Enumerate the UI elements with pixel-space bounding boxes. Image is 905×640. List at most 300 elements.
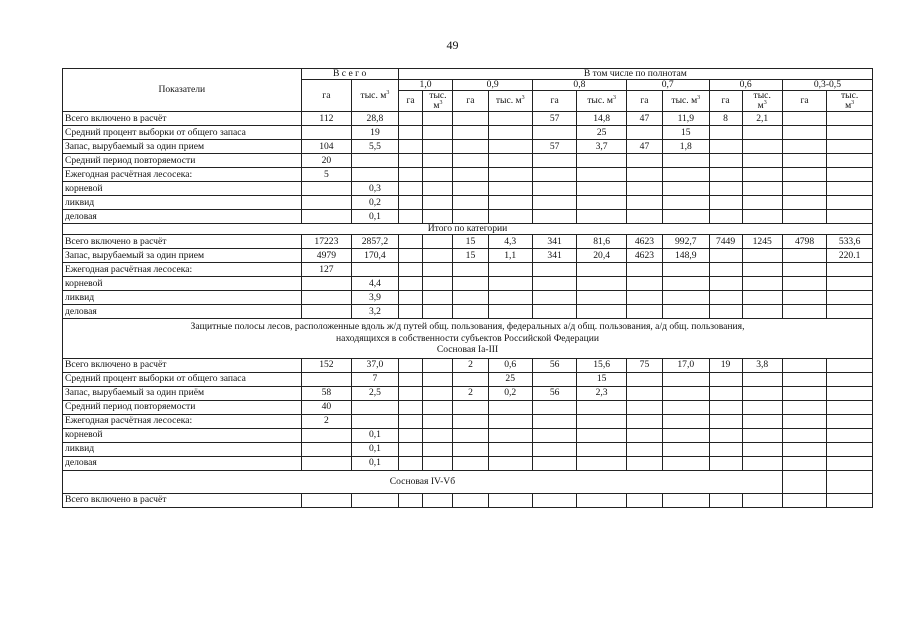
cell-value: 4798 [782, 235, 826, 249]
cell-value [453, 210, 488, 224]
cell-value [742, 442, 782, 456]
cell-value [301, 442, 352, 456]
cell-value [742, 168, 782, 182]
cell-value [352, 168, 398, 182]
cell-value: 15 [663, 126, 709, 140]
cell-value [532, 196, 576, 210]
row-label: Средний период повторяемости [63, 154, 302, 168]
cell-value [663, 386, 709, 400]
cell-value [626, 168, 662, 182]
cell-value [352, 400, 398, 414]
cell-value [488, 291, 532, 305]
cell-value [301, 210, 352, 224]
cell-value [398, 400, 423, 414]
cell-value [488, 442, 532, 456]
row-label: Ежегодная расчётная лесосека: [63, 263, 302, 277]
cell-value [488, 154, 532, 168]
cell-value: 1,1 [488, 249, 532, 263]
cell-value [742, 154, 782, 168]
cell-value [398, 154, 423, 168]
cell-value: 0,1 [352, 456, 398, 470]
cell-value [301, 277, 352, 291]
cell-value: 112 [301, 112, 352, 126]
table-row [63, 358, 873, 372]
cell-value [398, 358, 423, 372]
table-row [63, 154, 873, 168]
cell-value [453, 168, 488, 182]
cell-value [488, 196, 532, 210]
row-label: Средний период повторяемости [63, 400, 302, 414]
cell-value [398, 456, 423, 470]
cell-value [532, 154, 576, 168]
table-row [63, 235, 873, 249]
cell-value [626, 154, 662, 168]
cell-value [453, 112, 488, 126]
cell-value [453, 400, 488, 414]
cell-value [782, 400, 826, 414]
cell-value [742, 386, 782, 400]
cell-value [577, 168, 627, 182]
cell-value [626, 428, 662, 442]
cell-value [782, 493, 826, 507]
table-row [63, 168, 873, 182]
cell-value: 2,3 [577, 386, 627, 400]
cell-value [626, 291, 662, 305]
unit-ha: га [398, 91, 423, 112]
cell-value [827, 126, 873, 140]
cell-value [352, 154, 398, 168]
cell-value [827, 305, 873, 319]
cell-value [663, 168, 709, 182]
density-4: 0,6 [709, 80, 782, 91]
cell-value [453, 456, 488, 470]
cell-value [827, 196, 873, 210]
cell-value [742, 400, 782, 414]
cell-value: 5,5 [352, 140, 398, 154]
cell-value [742, 372, 782, 386]
table-row [63, 493, 873, 507]
cell-value [453, 414, 488, 428]
cell-value: 15 [453, 235, 488, 249]
cell-value: 28,8 [352, 112, 398, 126]
cell-value [626, 126, 662, 140]
cell-value [453, 372, 488, 386]
row-label: Всего включено в расчёт [63, 493, 302, 507]
cell-value: 4979 [301, 249, 352, 263]
cell-value [532, 414, 576, 428]
cell-value [453, 428, 488, 442]
cell-value [742, 263, 782, 277]
cell-value [827, 112, 873, 126]
cell-value [782, 277, 826, 291]
header-indicators: Показатели [63, 69, 302, 112]
cell-value [663, 442, 709, 456]
cell-value: 25 [577, 126, 627, 140]
cell-value [827, 263, 873, 277]
cell-value: 341 [532, 235, 576, 249]
cell-value: 20,4 [577, 249, 627, 263]
cell-value [626, 196, 662, 210]
cell-value [398, 126, 423, 140]
cell-value: 56 [532, 386, 576, 400]
cell-value [742, 126, 782, 140]
cell-value [423, 456, 453, 470]
cell-value: 19 [352, 126, 398, 140]
cell-value: 15 [577, 372, 627, 386]
row-label: Запас, вырубаемый за один приём [63, 386, 302, 400]
cell-value [709, 263, 742, 277]
cell-value: 2 [453, 358, 488, 372]
cell-value [626, 493, 662, 507]
cell-value: 3,7 [577, 140, 627, 154]
unit-m3: тыс. $м^3$ [577, 91, 627, 112]
cell-value [423, 182, 453, 196]
cell-value: 15,6 [577, 358, 627, 372]
table-header [63, 69, 873, 112]
cell-value [423, 442, 453, 456]
cell-value [398, 493, 423, 507]
cell-value [742, 414, 782, 428]
cell-value [709, 442, 742, 456]
cell-value: 533,6 [827, 235, 873, 249]
cell-value [532, 400, 576, 414]
cell-value: 0,1 [352, 428, 398, 442]
cell-value [423, 414, 453, 428]
cell-value [488, 305, 532, 319]
cell-value: 992,7 [663, 235, 709, 249]
cell-value: 4623 [626, 235, 662, 249]
row-label: Средний процент выборки от общего запаса [63, 372, 302, 386]
cell-value [782, 140, 826, 154]
unit-ha: га [782, 91, 826, 112]
cell-value [577, 400, 627, 414]
row-label: ликвид [63, 442, 302, 456]
cell-value [423, 168, 453, 182]
cell-value [577, 154, 627, 168]
cell-value [577, 196, 627, 210]
cell-value: 148,9 [663, 249, 709, 263]
cell-value [626, 305, 662, 319]
cell-value [488, 112, 532, 126]
cell-value [453, 182, 488, 196]
cell-value [423, 400, 453, 414]
unit-ha: га [626, 91, 662, 112]
row-label: деловая [63, 305, 302, 319]
table-row [63, 400, 873, 414]
unit-ha: га [532, 91, 576, 112]
cell-value: 2 [453, 386, 488, 400]
cell-value [423, 305, 453, 319]
cell-value [782, 358, 826, 372]
cell-value [398, 386, 423, 400]
cell-value [626, 400, 662, 414]
cell-value [423, 372, 453, 386]
page-number: 49 [446, 38, 459, 52]
cell-value [709, 414, 742, 428]
cell-value [577, 442, 627, 456]
cell-value [577, 277, 627, 291]
row-label: Всего включено в расчёт [63, 358, 302, 372]
cell-value [301, 196, 352, 210]
cell-value [782, 372, 826, 386]
cell-value [782, 456, 826, 470]
cell-value [709, 182, 742, 196]
cell-value [398, 414, 423, 428]
cell-value [453, 493, 488, 507]
cell-value [423, 428, 453, 442]
section-title-protective-strips: Защитные полосы лесов, расположенные вдоль ж/д путей общ. пользования, федеральных а/д общ. пользования, а/д общ. пользования, находящихся в собственности субъектов Российской Федерации Сосновая Iа-III [63, 319, 873, 359]
section-title-pine-iv-vb: Сосновая IV-Vб [63, 470, 783, 493]
cell-value [709, 493, 742, 507]
cell-value [488, 263, 532, 277]
row-label: Ежегодная расчётная лесосека: [63, 168, 302, 182]
cell-value [301, 493, 352, 507]
cell-value [532, 372, 576, 386]
cell-value [577, 493, 627, 507]
cell-value [827, 456, 873, 470]
cell-value [709, 428, 742, 442]
cell-value [827, 154, 873, 168]
row-label: Запас, вырубаемый за один прием [63, 140, 302, 154]
cell-value: 19 [709, 358, 742, 372]
cell-value [663, 291, 709, 305]
cell-value [827, 386, 873, 400]
cell-value [301, 291, 352, 305]
cell-value [488, 210, 532, 224]
cell-value [577, 414, 627, 428]
cell-value: 37,0 [352, 358, 398, 372]
cell-value [742, 277, 782, 291]
cell-value [398, 372, 423, 386]
density-2: 0,8 [532, 80, 626, 91]
cell-value [663, 196, 709, 210]
cell-value [423, 140, 453, 154]
table-row [63, 112, 873, 126]
cell-value: 57 [532, 140, 576, 154]
cell-value [626, 414, 662, 428]
cell-value [709, 277, 742, 291]
cell-value [301, 126, 352, 140]
cell-value [663, 263, 709, 277]
cell-value: 152 [301, 358, 352, 372]
cell-value [709, 154, 742, 168]
table-row [63, 428, 873, 442]
cell-value [626, 182, 662, 196]
cell-value [626, 210, 662, 224]
cell-value [626, 386, 662, 400]
cell-value [663, 456, 709, 470]
cell-value [709, 140, 742, 154]
cell-value [532, 182, 576, 196]
cell-value [827, 414, 873, 428]
cell-value [398, 263, 423, 277]
density-1: 0,9 [453, 80, 533, 91]
cell-value: 2 [301, 414, 352, 428]
cell-value [577, 428, 627, 442]
cell-value: 57 [532, 112, 576, 126]
cell-value [709, 400, 742, 414]
cell-value [398, 210, 423, 224]
cell-value [488, 493, 532, 507]
unit-m3: тыс. $м^3$ [663, 91, 709, 112]
cell-value [398, 140, 423, 154]
cell-value: 104 [301, 140, 352, 154]
table-body [63, 112, 873, 508]
cell-value [532, 168, 576, 182]
cell-value: 25 [488, 372, 532, 386]
cell-value [423, 277, 453, 291]
density-5: 0,3-0,5 [782, 80, 872, 91]
cell-value [782, 305, 826, 319]
cell-value [488, 456, 532, 470]
cell-value [782, 428, 826, 442]
cell-value [453, 196, 488, 210]
cell-value [453, 277, 488, 291]
cell-value [709, 168, 742, 182]
cell-value [453, 291, 488, 305]
cell-value [532, 210, 576, 224]
cell-value [827, 140, 873, 154]
cell-value [709, 210, 742, 224]
cell-value: 3,8 [742, 358, 782, 372]
cell-value [827, 277, 873, 291]
cell-value [423, 249, 453, 263]
row-label: Всего включено в расчёт [63, 112, 302, 126]
cell-value [663, 493, 709, 507]
cell-value: 56 [532, 358, 576, 372]
cell-value [827, 358, 873, 372]
cell-value [532, 263, 576, 277]
cell-value: 3,9 [352, 291, 398, 305]
table-row [63, 414, 873, 428]
cell-value [532, 305, 576, 319]
cell-value [423, 235, 453, 249]
table-row [63, 196, 873, 210]
table-row [63, 182, 873, 196]
density-0: 1,0 [398, 80, 453, 91]
cell-value [663, 400, 709, 414]
cell-value [709, 196, 742, 210]
cell-value [488, 182, 532, 196]
cell-value [782, 112, 826, 126]
table-row [63, 277, 873, 291]
cell-value: 0,6 [488, 358, 532, 372]
cell-value [626, 277, 662, 291]
forest-calculation-table [62, 68, 873, 508]
cell-value [782, 168, 826, 182]
row-label: ликвид [63, 291, 302, 305]
cell-value [423, 493, 453, 507]
cell-value [398, 291, 423, 305]
cell-value: 47 [626, 140, 662, 154]
cell-value [398, 182, 423, 196]
cell-value [782, 386, 826, 400]
cell-value [827, 182, 873, 196]
table-row [63, 140, 873, 154]
cell-value [782, 182, 826, 196]
cell-value: 4,4 [352, 277, 398, 291]
header-incl-density: В том числе по полнотам [398, 69, 872, 80]
header-total-m3: тыс. $м^3$ [352, 80, 398, 112]
cell-value [423, 291, 453, 305]
cell-value: 127 [301, 263, 352, 277]
cell-value: 8 [709, 112, 742, 126]
unit-m3: тыс. $м^3$ [423, 91, 453, 112]
cell-value: 3,2 [352, 305, 398, 319]
cell-value [423, 210, 453, 224]
cell-value: 58 [301, 386, 352, 400]
cell-value [709, 126, 742, 140]
cell-value: 14,8 [577, 112, 627, 126]
header-total: В с е г о [301, 69, 398, 80]
cell-value [577, 182, 627, 196]
cell-value [301, 456, 352, 470]
cell-value [742, 196, 782, 210]
cell-value [453, 305, 488, 319]
table-row [63, 291, 873, 305]
section-title-category-total: Итого по категории [63, 224, 873, 235]
cell-value [532, 291, 576, 305]
cell-value [488, 400, 532, 414]
cell-value: 81,6 [577, 235, 627, 249]
cell-value [827, 168, 873, 182]
cell-value [453, 140, 488, 154]
cell-value [398, 112, 423, 126]
cell-value [782, 291, 826, 305]
cell-value [827, 400, 873, 414]
cell-value [423, 126, 453, 140]
unit-m3: тыс. $м^3$ [488, 91, 532, 112]
cell-value [532, 277, 576, 291]
cell-value [423, 112, 453, 126]
cell-value [532, 442, 576, 456]
cell-value [352, 493, 398, 507]
cell-value [398, 235, 423, 249]
cell-value [577, 291, 627, 305]
cell-value [663, 372, 709, 386]
cell-value: 0,3 [352, 182, 398, 196]
row-label: Всего включено в расчёт [63, 235, 302, 249]
cell-value [663, 210, 709, 224]
cell-value [488, 168, 532, 182]
cell-value: 2857,2 [352, 235, 398, 249]
cell-value: 341 [532, 249, 576, 263]
cell-value [301, 182, 352, 196]
cell-value: 4623 [626, 249, 662, 263]
table-row [63, 442, 873, 456]
cell-value [577, 305, 627, 319]
cell-value [577, 263, 627, 277]
section-title-protective-strips-row [63, 319, 873, 359]
cell-value [532, 428, 576, 442]
cell-value [827, 210, 873, 224]
cell-value [827, 291, 873, 305]
cell-value [782, 442, 826, 456]
row-label: ликвид [63, 196, 302, 210]
cell-value [742, 182, 782, 196]
cell-value [398, 196, 423, 210]
cell-value [742, 291, 782, 305]
cell-value: 0,2 [488, 386, 532, 400]
cell-value [782, 196, 826, 210]
cell-value [663, 428, 709, 442]
cell-value [742, 493, 782, 507]
cell-value [488, 428, 532, 442]
cell-value [352, 414, 398, 428]
cell-value [663, 154, 709, 168]
cell-value: 2,5 [352, 386, 398, 400]
cell-value: 2,1 [742, 112, 782, 126]
